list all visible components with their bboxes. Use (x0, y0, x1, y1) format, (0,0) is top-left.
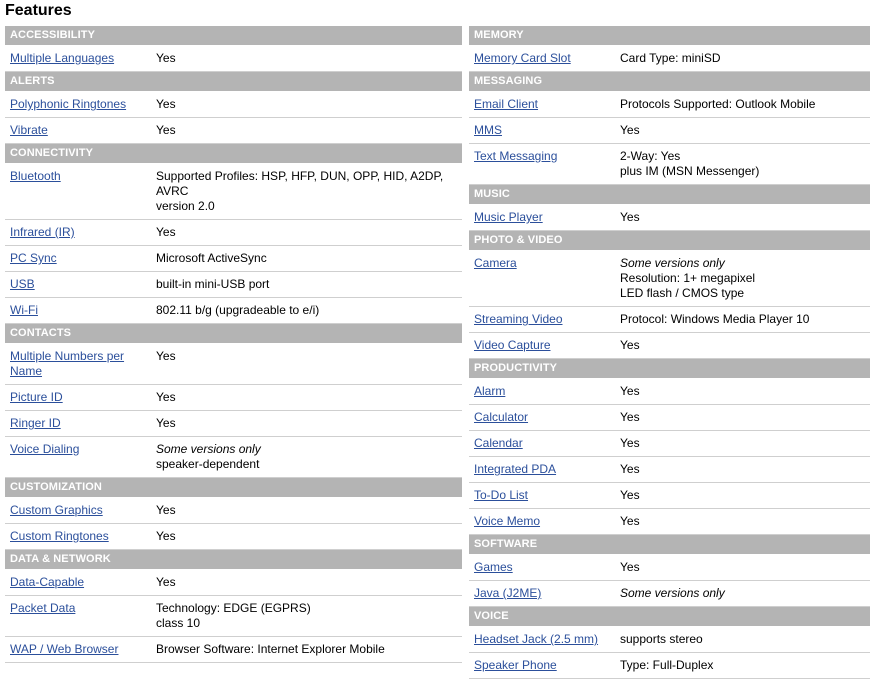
feature-link-alarm[interactable]: Alarm (474, 384, 506, 398)
feature-link-infrared-ir[interactable]: Infrared (IR) (10, 225, 75, 239)
feature-link-bluetooth[interactable]: Bluetooth (10, 169, 61, 183)
feature-value (620, 97, 870, 112)
feature-row (469, 46, 870, 72)
feature-value-line: Yes (156, 97, 176, 111)
feature-value (620, 210, 870, 225)
feature-value (156, 349, 462, 379)
feature-link-custom-graphics[interactable]: Custom Graphics (10, 503, 103, 517)
feature-label-cell (469, 256, 620, 301)
feature-label-cell (469, 586, 620, 601)
feature-value-line: Some versions only (156, 442, 261, 456)
feature-value (156, 51, 462, 66)
feature-row (5, 164, 462, 220)
feature-row (469, 653, 870, 679)
feature-row (5, 46, 462, 72)
feature-label-cell (5, 251, 156, 266)
feature-link-mms[interactable]: MMS (474, 123, 502, 137)
feature-link-picture-id[interactable]: Picture ID (10, 390, 63, 404)
feature-row (469, 205, 870, 231)
feature-link-camera[interactable]: Camera (474, 256, 517, 270)
feature-label-cell (5, 97, 156, 112)
feature-row (5, 524, 462, 550)
feature-label-cell (5, 575, 156, 590)
page-title: Features (5, 2, 72, 19)
feature-row (469, 379, 870, 405)
feature-row (5, 437, 462, 478)
feature-link-wap-web-browser[interactable]: WAP / Web Browser (10, 642, 119, 656)
feature-link-vibrate[interactable]: Vibrate (10, 123, 48, 137)
feature-link-usb[interactable]: USB (10, 277, 35, 291)
feature-label-cell (5, 277, 156, 292)
feature-row (469, 118, 870, 144)
feature-value (620, 462, 870, 477)
feature-link-calendar[interactable]: Calendar (474, 436, 523, 450)
feature-label-cell (469, 210, 620, 225)
feature-value-line: Type: Full-Duplex (620, 658, 714, 672)
feature-value (156, 575, 462, 590)
feature-value-line: Yes (620, 338, 640, 352)
feature-row (469, 431, 870, 457)
section-voice (469, 607, 870, 679)
section-header: DATA & NETWORK (5, 550, 462, 569)
section-header: CUSTOMIZATION (5, 478, 462, 497)
feature-value (620, 312, 870, 327)
feature-row (5, 344, 462, 385)
feature-row (469, 333, 870, 359)
section-header: PRODUCTIVITY (469, 359, 870, 378)
feature-value-line: Supported Profiles: HSP, HFP, DUN, OPP, HID, A2DP, AVRC (156, 169, 444, 198)
feature-row (5, 272, 462, 298)
feature-value-line: plus IM (MSN Messenger) (620, 164, 760, 178)
section-memory (469, 26, 870, 72)
feature-value-line: built-in mini-USB port (156, 277, 270, 291)
feature-value-line: Yes (156, 503, 176, 517)
feature-label-cell (5, 390, 156, 405)
feature-row (469, 251, 870, 307)
feature-label-cell (469, 632, 620, 647)
feature-value (156, 251, 462, 266)
feature-row (5, 246, 462, 272)
feature-link-headset-jack-2-5-mm[interactable]: Headset Jack (2.5 mm) (474, 632, 599, 646)
feature-label-cell (5, 503, 156, 518)
feature-value-line: version 2.0 (156, 199, 215, 213)
feature-row (5, 411, 462, 437)
feature-value-line: Microsoft ActiveSync (156, 251, 267, 265)
feature-link-multiple-numbers-per-name[interactable]: Multiple Numbers per Name (10, 349, 125, 378)
feature-row (5, 298, 462, 324)
feature-row (5, 385, 462, 411)
feature-link-polyphonic-ringtones[interactable]: Polyphonic Ringtones (10, 97, 127, 111)
feature-value (156, 169, 462, 214)
feature-value-line: Yes (620, 210, 640, 224)
feature-row (469, 92, 870, 118)
feature-value-line: speaker-dependent (156, 457, 260, 471)
feature-value-line: Yes (620, 384, 640, 398)
feature-row (5, 92, 462, 118)
section-software (469, 535, 870, 607)
feature-link-integrated-pda[interactable]: Integrated PDA (474, 462, 557, 476)
feature-value (156, 529, 462, 544)
feature-value-line: Browser Software: Internet Explorer Mobile (156, 642, 385, 656)
feature-value-line: LED flash / CMOS type (620, 286, 745, 300)
features-right-column (469, 26, 870, 679)
feature-row (469, 509, 870, 535)
section-header: MESSAGING (469, 72, 870, 91)
feature-label-cell (5, 529, 156, 544)
feature-link-to-do-list[interactable]: To-Do List (474, 488, 529, 502)
feature-link-memory-card-slot[interactable]: Memory Card Slot (474, 51, 571, 65)
feature-value-line: Yes (620, 560, 640, 574)
section-contacts (5, 324, 462, 478)
section-header: ACCESSIBILITY (5, 26, 462, 45)
feature-link-java-j2me[interactable]: Java (J2ME) (474, 586, 542, 600)
feature-row (469, 555, 870, 581)
section-messaging (469, 72, 870, 185)
feature-value-line: Protocols Supported: Outlook Mobile (620, 97, 816, 111)
feature-value (620, 51, 870, 66)
section-connectivity (5, 144, 462, 324)
feature-value-line: Yes (620, 514, 640, 528)
feature-label-cell (5, 51, 156, 66)
feature-link-data-capable[interactable]: Data-Capable (10, 575, 85, 589)
feature-label-cell (469, 514, 620, 529)
feature-value-line: 2-Way: Yes (620, 149, 681, 163)
feature-value (156, 390, 462, 405)
feature-label-cell (469, 384, 620, 399)
feature-value (156, 97, 462, 112)
feature-label-cell (5, 169, 156, 214)
feature-row (469, 483, 870, 509)
section-header: PHOTO & VIDEO (469, 231, 870, 250)
feature-label-cell (5, 123, 156, 138)
feature-value-line: Yes (620, 462, 640, 476)
feature-value-line: Yes (156, 123, 176, 137)
feature-value-line: Yes (620, 123, 640, 137)
feature-link-voice-memo[interactable]: Voice Memo (474, 514, 541, 528)
feature-link-multiple-languages[interactable]: Multiple Languages (10, 51, 115, 65)
feature-value (620, 384, 870, 399)
feature-row (5, 570, 462, 596)
feature-value (156, 123, 462, 138)
section-productivity (469, 359, 870, 535)
section-header: MUSIC (469, 185, 870, 204)
feature-value (620, 632, 870, 647)
feature-row (5, 596, 462, 637)
section-photo-and-video (469, 231, 870, 359)
feature-value-line: Yes (156, 225, 176, 239)
feature-value-line: Some versions only (620, 586, 725, 600)
feature-value (156, 442, 462, 472)
feature-link-email-client[interactable]: Email Client (474, 97, 539, 111)
section-customization (5, 478, 462, 550)
feature-value-line: Card Type: miniSD (620, 51, 721, 65)
section-header: CONNECTIVITY (5, 144, 462, 163)
section-alerts (5, 72, 462, 144)
feature-label-cell (469, 123, 620, 138)
section-accessibility (5, 26, 462, 72)
feature-label-cell (5, 601, 156, 631)
feature-value (620, 123, 870, 138)
section-header: CONTACTS (5, 324, 462, 343)
feature-link-packet-data[interactable]: Packet Data (10, 601, 76, 615)
feature-link-ringer-id[interactable]: Ringer ID (10, 416, 61, 430)
feature-label-cell (5, 225, 156, 240)
feature-link-pc-sync[interactable]: PC Sync (10, 251, 57, 265)
feature-value-line: Yes (156, 51, 176, 65)
feature-label-cell (469, 436, 620, 451)
feature-value (156, 601, 462, 631)
feature-link-speaker-phone[interactable]: Speaker Phone (474, 658, 557, 672)
feature-label-cell (469, 658, 620, 673)
feature-value-line: Yes (620, 410, 640, 424)
section-header: VOICE (469, 607, 870, 626)
feature-value-line: Yes (620, 436, 640, 450)
feature-row (5, 118, 462, 144)
feature-value-line: supports stereo (620, 632, 703, 646)
feature-label-cell (469, 488, 620, 503)
feature-value (620, 488, 870, 503)
feature-value-line: class 10 (156, 616, 201, 630)
section-header: ALERTS (5, 72, 462, 91)
feature-label-cell (469, 338, 620, 353)
feature-value-line: Technology: EDGE (EGPRS) (156, 601, 311, 615)
feature-label-cell (469, 462, 620, 477)
feature-value-line: Some versions only (620, 256, 725, 270)
feature-value-line: Yes (156, 416, 176, 430)
feature-link-games[interactable]: Games (474, 560, 513, 574)
feature-link-video-capture[interactable]: Video Capture (474, 338, 551, 352)
feature-value (156, 277, 462, 292)
feature-label-cell (5, 642, 156, 657)
feature-label-cell (469, 97, 620, 112)
feature-link-music-player[interactable]: Music Player (474, 210, 543, 224)
section-header: SOFTWARE (469, 535, 870, 554)
feature-row (469, 307, 870, 333)
feature-value (620, 149, 870, 179)
feature-value-line: Yes (156, 575, 176, 589)
feature-value (620, 256, 870, 301)
feature-row (5, 220, 462, 246)
feature-value-line: Resolution: 1+ megapixel (620, 271, 756, 285)
feature-value (620, 338, 870, 353)
feature-row (469, 627, 870, 653)
feature-label-cell (5, 442, 156, 472)
section-header: MEMORY (469, 26, 870, 45)
feature-row (469, 144, 870, 185)
feature-value (620, 436, 870, 451)
feature-label-cell (469, 560, 620, 575)
feature-value (156, 225, 462, 240)
feature-row (469, 581, 870, 607)
feature-value (156, 416, 462, 431)
feature-value (156, 642, 462, 657)
feature-value (156, 303, 462, 318)
features-left-column (5, 26, 462, 663)
feature-link-wi-fi[interactable]: Wi-Fi (10, 303, 38, 317)
feature-link-custom-ringtones[interactable]: Custom Ringtones (10, 529, 109, 543)
feature-value (156, 503, 462, 518)
feature-link-text-messaging[interactable]: Text Messaging (474, 149, 558, 163)
feature-label-cell (469, 410, 620, 425)
feature-value-line: Yes (156, 390, 176, 404)
feature-row (5, 637, 462, 663)
feature-label-cell (469, 312, 620, 327)
feature-link-calculator[interactable]: Calculator (474, 410, 529, 424)
feature-link-voice-dialing[interactable]: Voice Dialing (10, 442, 80, 456)
feature-value-line: Protocol: Windows Media Player 10 (620, 312, 810, 326)
feature-value-line: Yes (620, 488, 640, 502)
feature-row (469, 405, 870, 431)
feature-label-cell (5, 303, 156, 318)
feature-value (620, 586, 870, 601)
section-data-and-network (5, 550, 462, 663)
feature-value (620, 514, 870, 529)
feature-value-line: Yes (156, 529, 176, 543)
feature-label-cell (469, 51, 620, 66)
feature-value (620, 658, 870, 673)
feature-value-line: 802.11 b/g (upgradeable to e/i) (156, 303, 320, 317)
feature-row (5, 498, 462, 524)
feature-link-streaming-video[interactable]: Streaming Video (474, 312, 563, 326)
feature-row (469, 457, 870, 483)
section-music (469, 185, 870, 231)
feature-value (620, 560, 870, 575)
feature-label-cell (5, 349, 156, 379)
feature-value (620, 410, 870, 425)
feature-label-cell (469, 149, 620, 179)
feature-value-line: Yes (156, 349, 176, 363)
feature-label-cell (5, 416, 156, 431)
